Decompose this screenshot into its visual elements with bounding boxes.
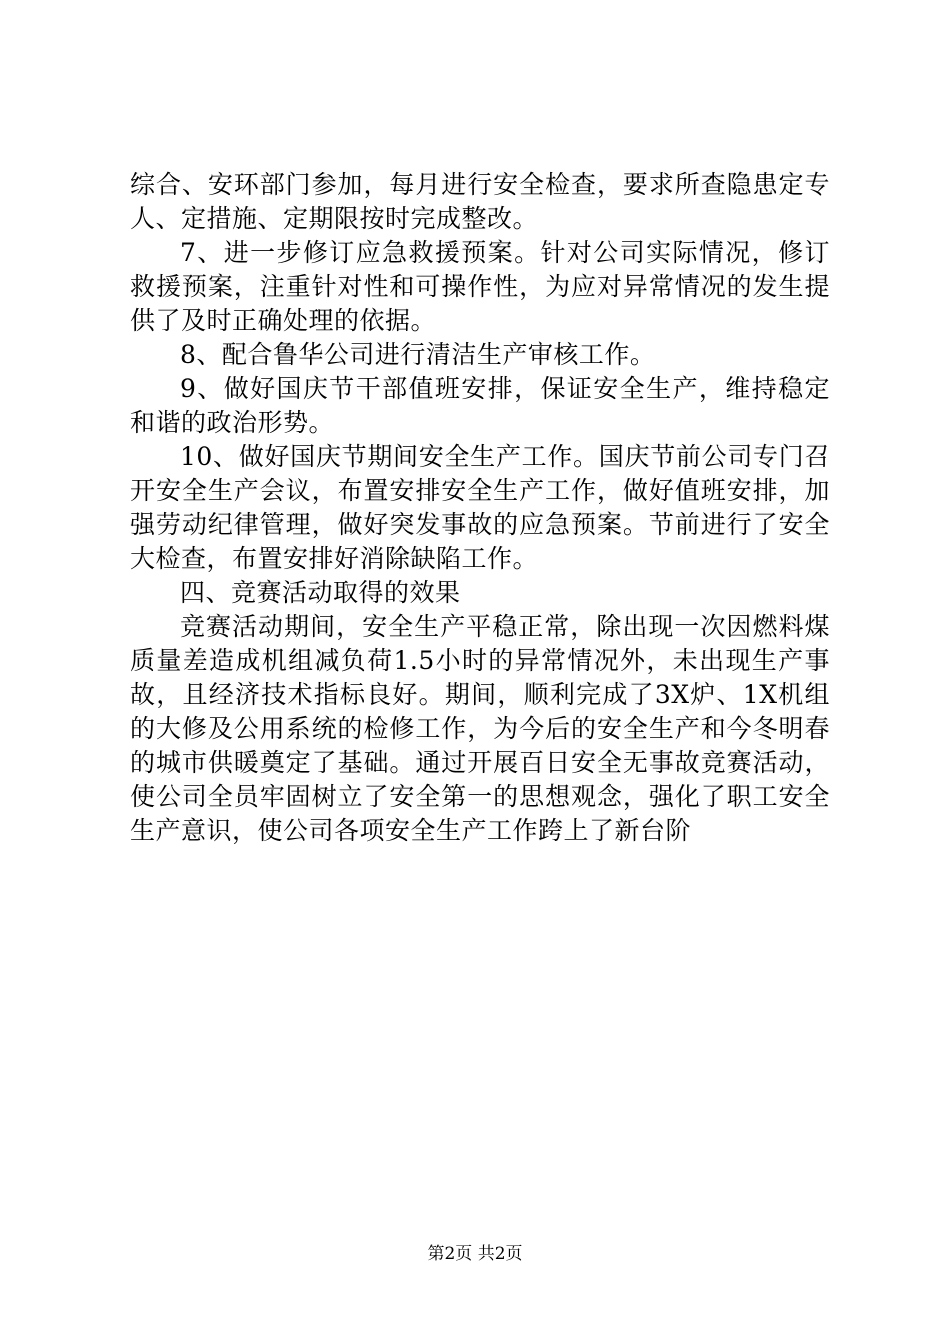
paragraph-item-10: 10、做好国庆节期间安全生产工作。国庆节前公司专门召开安全生产会议，布置安排安全生产工作，做好值班安排，加强劳动纪律管理，做好突发事故的应急预案。节前进行了安全大检查，布置安排好消除缺陷工作。: [130, 442, 830, 573]
paragraph-item-7: 7、进一步修订应急救援预案。针对公司实际情况，修订救援预案，注重针对性和可操作性，为应对异常情况的发生提供了及时正确处理的依据。: [130, 238, 830, 335]
paragraph-item-8: 8、配合鲁华公司进行清洁生产审核工作。: [180, 340, 656, 369]
paragraph-item-9: 9、做好国庆节干部值班安排，保证安全生产，维持稳定和谐的政治形势。: [130, 374, 830, 437]
paragraph-continuation: 综合、安环部门参加，每月进行安全检查，要求所查隐患定专人、定措施、定期限按时完成整改。: [130, 170, 830, 233]
document-body: [130, 168, 830, 848]
page-number-footer: 第2页 共2页: [427, 1244, 523, 1264]
section-heading-4: 四、竞赛活动取得的效果: [180, 578, 461, 607]
paragraph-results: 竞赛活动期间，安全生产平稳正常，除出现一次因燃料煤质量差造成机组减负荷1.5小时的异常情况外，未出现生产事故，且经济技术指标良好。期间，顺利完成了3X炉、1X机组的大修及公用系统的检修工作，为今后的安全生产和今冬明春的城市供暖奠定了基础。通过开展百日安全无事故竞赛活动，使公司全员牢固树立了安全第一的思想观念，强化了职工安全生产意识，使公司各项安全生产工作跨上了新台阶: [130, 612, 830, 845]
